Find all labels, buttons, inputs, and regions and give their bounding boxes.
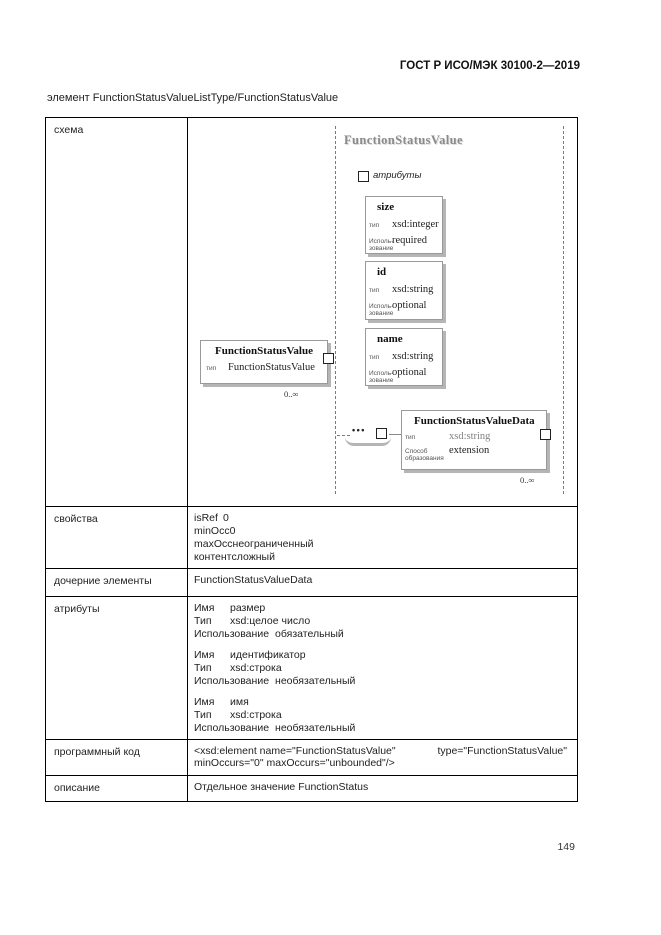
attr-box-title: name — [377, 333, 403, 345]
usage-value: optional — [392, 367, 427, 378]
code-cell — [188, 740, 577, 775]
attr-box-id — [365, 261, 443, 320]
usage-label: Исполь- зование — [369, 370, 394, 385]
element-occurrence: 0..∞ — [284, 389, 299, 399]
code-line: <xsd:element name="FunctionStatusValue" type="FunctionStatusValue" — [194, 745, 567, 757]
attributes-square-icon — [358, 171, 369, 182]
element-definition-table — [45, 117, 578, 802]
sequence-connector-square-icon — [376, 428, 387, 439]
row-label-attributes: атрибуты — [46, 597, 188, 739]
data-derivation-row — [402, 444, 546, 463]
attr-usage-row — [366, 366, 442, 385]
type-label: тип — [206, 365, 217, 372]
table-row-attributes — [46, 596, 577, 739]
type-label: тип — [369, 287, 380, 294]
type-value: xsd:integer — [392, 219, 439, 230]
attributes-group-label: атрибуты — [373, 170, 422, 181]
usage-value: optional — [392, 300, 427, 311]
data-type-row — [402, 430, 546, 443]
children-cell: FunctionStatusValueData — [194, 574, 313, 586]
group-frame-left-dashed-line — [335, 126, 336, 494]
description-cell: Отдельное значение FunctionStatus — [194, 781, 369, 793]
page-title: элемент FunctionStatusValueListType/FunctionStatusValue — [47, 92, 339, 104]
table-row-description — [46, 775, 577, 801]
schema-diagram — [188, 118, 577, 506]
attr-usage-row — [366, 234, 442, 253]
code-line: minOccurs="0" maxOccurs="unbounded"/> — [194, 757, 395, 769]
attribute-group: Имя размер Тип xsd:целое число Использование обязательный — [194, 602, 344, 640]
attr-type-row — [366, 218, 442, 231]
type-label: тип — [369, 354, 380, 361]
table-row-code — [46, 739, 577, 775]
type-value: xsd:string — [392, 284, 434, 295]
derivation-label: Способ образования — [405, 448, 444, 463]
attr-box-name — [365, 328, 443, 386]
element-type-row — [201, 361, 327, 374]
diagram-root-title: FunctionStatusValue — [344, 133, 463, 147]
derivation-value: extension — [449, 445, 490, 456]
type-value: FunctionStatusValue — [228, 362, 315, 373]
element-box-functionstatusvalue — [200, 340, 328, 384]
table-row-schema — [46, 118, 577, 506]
row-label-description: описание — [46, 776, 188, 801]
attr-type-row — [366, 283, 442, 296]
type-value: xsd:string — [392, 351, 434, 362]
element-box-title: FunctionStatusValue — [214, 345, 313, 357]
attr-box-title: id — [377, 266, 387, 278]
element-box-functionstatusvaluedata — [401, 410, 547, 470]
properties-cell — [188, 507, 577, 568]
group-frame-right-dashed-line — [563, 126, 564, 494]
property-line: контентсложный — [194, 551, 275, 563]
page-number: 149 — [557, 841, 575, 853]
element-box-title: FunctionStatusValueData — [414, 415, 535, 427]
attribute-group: Имя идентификатор Тип xsd:строка Использование необязательный — [194, 649, 356, 687]
sequence-icon: ••• — [352, 425, 366, 435]
row-label-schema: схема — [46, 118, 188, 506]
property-line: maxOccнеограниченный — [194, 538, 314, 550]
connector-square-icon — [323, 353, 334, 364]
attributes-cell — [188, 597, 577, 739]
row-label-children: дочерние элементы — [46, 569, 188, 596]
sequence-connector-line — [389, 434, 401, 435]
type-label: тип — [369, 222, 380, 229]
type-value: xsd:string — [449, 431, 491, 442]
attribute-group: Имя имя Тип xsd:строка Использование необязательный — [194, 696, 356, 734]
usage-value: required — [392, 235, 427, 246]
usage-label: Исполь- зование — [369, 238, 394, 253]
attr-box-title: size — [377, 201, 395, 213]
usage-label: Исполь- зование — [369, 303, 394, 318]
attr-usage-row — [366, 299, 442, 318]
attr-type-row — [366, 350, 442, 363]
row-label-code: программный код — [46, 740, 188, 775]
row-label-properties: свойства — [46, 507, 188, 568]
table-row-children — [46, 568, 577, 596]
table-row-properties — [46, 506, 577, 568]
attr-box-size — [365, 196, 443, 254]
data-occurrence: 0..∞ — [520, 475, 535, 485]
type-label: тип — [405, 434, 416, 441]
property-line: isRef 0 — [194, 512, 229, 524]
standard-number-header: ГОСТ Р ИСО/МЭК 30100-2—2019 — [399, 60, 580, 72]
property-line: minOcc0 — [194, 525, 236, 537]
connector-square-icon — [540, 429, 551, 440]
